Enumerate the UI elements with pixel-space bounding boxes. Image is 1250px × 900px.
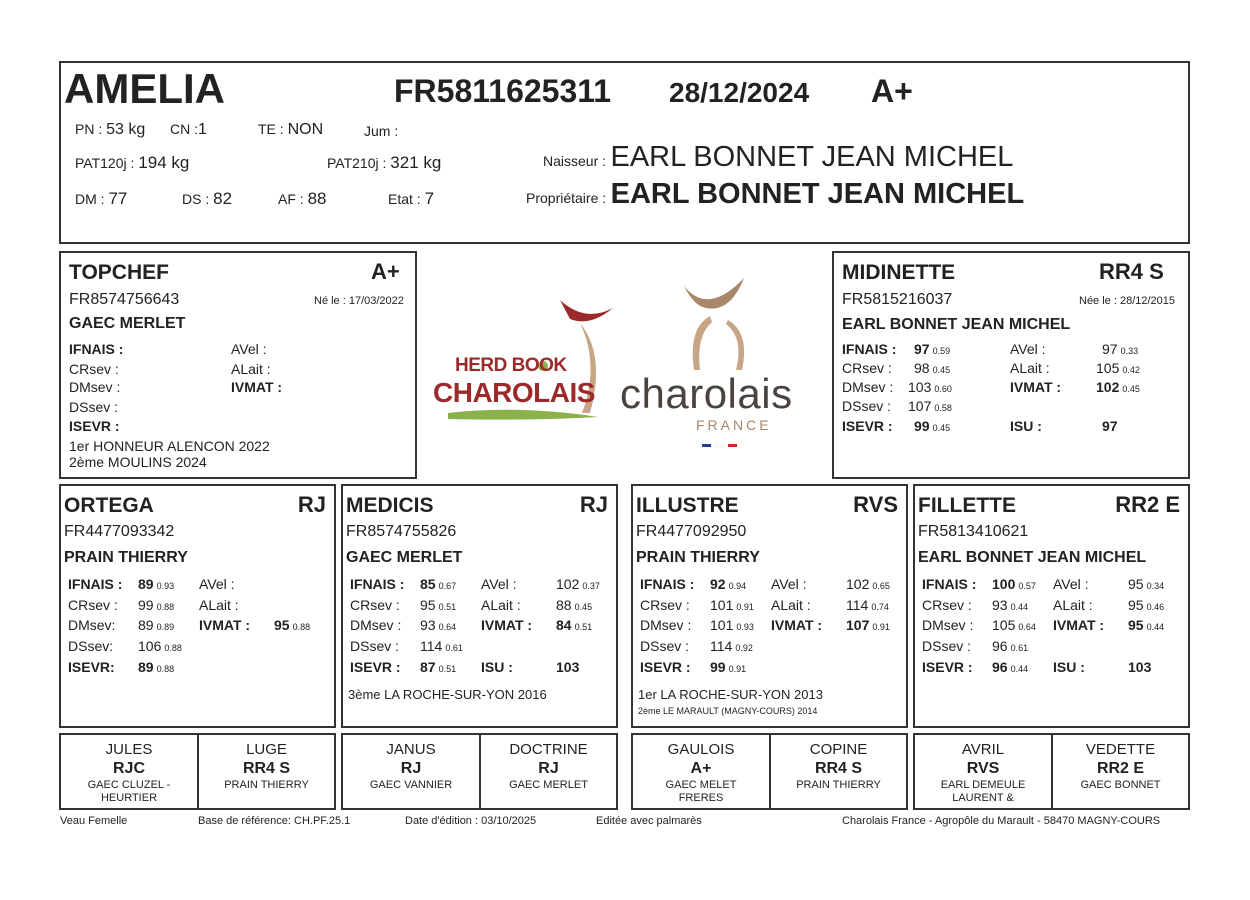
gp-avel-value: 102 <box>846 576 870 592</box>
dam-alait: ALait : 105 0.42 <box>1010 360 1140 376</box>
gp-isu <box>199 659 274 675</box>
gp-ivmat-value: 95 <box>1128 617 1144 633</box>
gp-owner: PRAIN THIERRY <box>636 549 760 566</box>
gp-crsev-label: CRsev : <box>350 597 400 613</box>
grandparent-panel <box>59 484 336 728</box>
gp-owner: GAEC MERLET <box>346 549 463 566</box>
gp-avel <box>481 576 600 592</box>
gp-dmsev-cd: 0.64 <box>1018 622 1036 632</box>
gp-crsev-value: 99 <box>138 597 154 613</box>
gp-ifnais-value: 89 <box>138 576 154 592</box>
gp-palmares-1: 1er LA ROCHE-SUR-YON 2013 <box>638 687 823 702</box>
herdbook-line1: HERD BOOK <box>455 355 567 376</box>
gp-ivmat-value: 95 <box>274 617 290 633</box>
gp-isevr-label: ISEVR: <box>68 659 115 675</box>
dam-isu: ISU : 97 <box>1010 418 1118 434</box>
gp-crsev-label: CRsev : <box>68 597 118 613</box>
gp-isevr-cd: 0.51 <box>438 664 457 674</box>
animal-grade: A+ <box>871 73 913 109</box>
etat-field: Etat : 7 <box>388 189 435 208</box>
gp-avel <box>1053 576 1164 592</box>
ggp-owner-2: HEURTIER <box>100 792 158 804</box>
ggp-owner-1: GAEC BONNET <box>1080 779 1161 791</box>
gp-isu <box>1053 659 1151 675</box>
gp-isu-value: 103 <box>1128 659 1152 675</box>
gp-isu-value: 103 <box>556 659 580 675</box>
great-grandparent-cell <box>61 735 199 808</box>
gp-isevr-value: 96 <box>992 659 1008 675</box>
gp-isevr <box>922 659 1028 675</box>
dm-field: DM : 77 <box>75 189 128 208</box>
gp-avel-label: AVel : <box>199 576 235 592</box>
dam-birth: Née le : 28/12/2015 <box>1079 295 1176 307</box>
sire-id: FR8574756643 <box>69 291 180 308</box>
ggp-owner-1: PRAIN THIERRY <box>796 779 881 791</box>
gp-ivmat <box>481 617 592 633</box>
gp-isevr-label: ISEVR : <box>640 659 691 675</box>
ggp-name: COPINE <box>809 741 868 758</box>
gp-ivmat-label: IVMAT : <box>481 617 533 633</box>
sire-palmares-2: 2ème MOULINS 2024 <box>69 454 207 470</box>
dam-id: FR5815216037 <box>842 291 953 308</box>
gp-ifnais <box>350 576 456 592</box>
ggp-owner-1: GAEC CLUZEL - <box>87 779 171 791</box>
gp-ifnais-value: 85 <box>420 576 436 592</box>
gp-ivmat-value: 107 <box>846 617 870 633</box>
dam-ivmat: IVMAT : 102 0.45 <box>1010 379 1140 395</box>
gp-name: MEDICIS <box>346 494 434 517</box>
gp-ifnais-cd: 0.94 <box>728 581 747 591</box>
gp-crsev-cd: 0.91 <box>736 602 754 612</box>
dam-name: MIDINETTE <box>842 261 956 284</box>
dam-avel: AVel : 97 0.33 <box>1010 341 1139 357</box>
gp-ivmat-label: IVMAT : <box>1053 617 1105 633</box>
herdbook-logo <box>430 295 620 425</box>
gp-ivmat-cd: 0.91 <box>872 622 890 632</box>
gp-dmsev <box>350 617 456 633</box>
ggp-owner-1: EARL DEMEULE <box>940 779 1026 791</box>
gp-ivmat-cd: 0.51 <box>574 622 593 632</box>
gp-alait-value: 95 <box>1128 597 1144 613</box>
ggp-owner-1: GAEC MELET <box>665 779 737 791</box>
gp-isevr <box>640 659 746 675</box>
great-grandparent-pair <box>59 733 336 810</box>
gp-ivmat-label: IVMAT : <box>771 617 823 633</box>
header-panel <box>59 61 1190 244</box>
great-grandparent-cell <box>771 735 906 808</box>
sire-isevr: ISEVR : <box>69 418 120 434</box>
dam-grade: RR4 S <box>1099 259 1164 284</box>
great-grandparent-cell <box>633 735 771 808</box>
gp-crsev-value: 95 <box>420 597 436 613</box>
cn-field: CN :1 <box>170 121 207 138</box>
ggp-owner-2: FRERES <box>678 792 724 804</box>
ggp-owner-1: GAEC VANNIER <box>369 779 453 791</box>
gp-avel-label: AVel : <box>1053 576 1089 592</box>
dam-crsev: CRsev : 98 0.45 <box>842 360 951 376</box>
ggp-owner-1: GAEC MERLET <box>509 779 588 791</box>
ggp-name: AVRIL <box>961 741 1005 758</box>
gp-dssev-cd: 0.92 <box>735 643 753 653</box>
gp-dssev-cd: 0.61 <box>1010 643 1029 653</box>
gp-ifnais <box>922 576 1036 592</box>
sire-name: TOPCHEF <box>69 261 169 284</box>
gp-ifnais <box>68 576 174 592</box>
gp-dmsev-value: 105 <box>992 617 1016 633</box>
gp-avel-cd: 0.65 <box>872 581 890 591</box>
gp-dmsev <box>68 617 174 633</box>
great-grandparent-cell <box>199 735 334 808</box>
great-grandparent-pair <box>341 733 618 810</box>
gp-alait-label: ALait : <box>771 597 811 613</box>
gp-isevr-label: ISEVR : <box>922 659 973 675</box>
proprietaire-field: Propriétaire : EARL BONNET JEAN MICHEL <box>526 178 1025 210</box>
great-grandparent-cell <box>343 735 481 808</box>
gp-crsev-cd: 0.44 <box>1010 602 1029 612</box>
gp-id: FR4477092950 <box>636 523 747 540</box>
ggp-grade: RJ <box>538 760 559 777</box>
gp-dssev-value: 114 <box>710 638 733 654</box>
te-field: TE : NON <box>258 121 324 138</box>
ggp-name: VEDETTE <box>1085 741 1156 758</box>
gp-dmsev-value: 101 <box>710 617 734 633</box>
gp-dssev-label: DSsev : <box>640 638 690 654</box>
gp-dssev-cd: 0.88 <box>164 643 182 653</box>
gp-alait <box>481 597 592 613</box>
sire-panel <box>59 251 417 479</box>
ggp-name: GAULOIS <box>667 741 735 758</box>
gp-grade: RJ <box>579 492 608 517</box>
gp-avel-cd: 0.37 <box>582 581 600 591</box>
dam-owner: EARL BONNET JEAN MICHEL <box>842 316 1071 333</box>
gp-name: ORTEGA <box>64 494 154 517</box>
gp-ifnais-value: 92 <box>710 576 726 592</box>
gp-ifnais-cd: 0.67 <box>438 581 457 591</box>
grandparent-panel <box>913 484 1190 728</box>
gp-avel-cd: 0.34 <box>1146 581 1165 591</box>
gp-palmares-1: 3ème LA ROCHE-SUR-YON 2016 <box>348 687 547 702</box>
gp-ivmat <box>1053 617 1164 633</box>
gp-alait-label: ALait : <box>199 597 239 613</box>
gp-id: FR8574755826 <box>346 523 457 540</box>
gp-avel <box>771 576 890 592</box>
pn-field: PN : 53 kg <box>75 121 146 138</box>
gp-dssev-label: DSsev : <box>350 638 400 654</box>
gp-alait-value: 88 <box>556 597 572 613</box>
charolais-france-logo <box>618 278 823 450</box>
ggp-grade: A+ <box>690 760 712 777</box>
gp-dssev-value: 106 <box>138 638 162 654</box>
sire-avel: AVel : <box>231 341 267 357</box>
sire-ifnais: IFNAIS : <box>69 341 124 357</box>
sire-crsev: CRsev : <box>69 361 119 377</box>
gp-dssev-cd: 0.61 <box>445 643 463 653</box>
gp-isu <box>771 659 846 675</box>
animal-date: 28/12/2024 <box>669 77 810 108</box>
ggp-name: LUGE <box>246 741 287 758</box>
gp-dmsev-value: 93 <box>420 617 436 633</box>
footer-base: Base de référence: CH.PF.25.1 <box>198 815 351 827</box>
great-grandparent-pair <box>913 733 1190 810</box>
gp-alait-cd: 0.45 <box>574 602 593 612</box>
gp-alait <box>771 597 889 613</box>
gp-dmsev-label: DMsev : <box>640 617 692 633</box>
ggp-grade: RR4 S <box>814 760 863 777</box>
gp-alait <box>199 597 277 613</box>
gp-dmsev-cd: 0.93 <box>736 622 754 632</box>
gp-alait-label: ALait : <box>1053 597 1093 613</box>
gp-isevr-cd: 0.88 <box>156 664 175 674</box>
gp-dssev <box>922 638 1028 654</box>
ggp-grade: RVS <box>966 760 1000 777</box>
gp-isevr-cd: 0.44 <box>1010 664 1029 674</box>
ggp-owner-1: PRAIN THIERRY <box>224 779 309 791</box>
footer-address: Charolais France - Agropôle du Marault - 58470 MAGNY-COURS <box>842 815 1161 827</box>
gp-dssev-label: DSsev: <box>68 638 114 654</box>
gp-avel-value: 102 <box>556 576 580 592</box>
great-grandparent-cell <box>915 735 1053 808</box>
gp-isu-label: ISU : <box>481 659 513 675</box>
gp-crsev-label: CRsev : <box>922 597 972 613</box>
gp-ivmat <box>199 617 310 633</box>
sire-grade: A+ <box>371 259 400 284</box>
gp-crsev-label: CRsev : <box>640 597 690 613</box>
ggp-name: DOCTRINE <box>509 741 588 758</box>
footer-palmares: Editée avec palmarès <box>596 815 702 827</box>
gp-owner: EARL BONNET JEAN MICHEL <box>918 549 1147 566</box>
sire-owner: GAEC MERLET <box>69 315 186 332</box>
gp-dssev-label: DSsev : <box>922 638 972 654</box>
cf-word: charolais <box>620 370 793 417</box>
gp-dmsev-label: DMsev : <box>922 617 974 633</box>
gp-dssev <box>68 638 182 654</box>
footer-edition: Date d'édition : 03/10/2025 <box>405 815 537 827</box>
pat120-field: PAT120j : 194 kg <box>75 153 190 172</box>
ggp-grade: RR4 S <box>242 760 291 777</box>
gp-alait-label: ALait : <box>481 597 521 613</box>
gp-isevr-label: ISEVR : <box>350 659 401 675</box>
gp-avel-label: AVel : <box>481 576 517 592</box>
sire-birth: Né le : 17/03/2022 <box>314 295 404 307</box>
ds-field: DS : 82 <box>182 189 233 208</box>
gp-name: FILLETTE <box>918 494 1016 517</box>
grandparent-panel <box>341 484 618 728</box>
dam-ifnais: IFNAIS : 97 0.59 <box>842 341 951 357</box>
sire-alait: ALait : <box>231 361 271 377</box>
gp-dssev <box>640 638 753 654</box>
gp-dmsev-cd: 0.64 <box>438 622 457 632</box>
gp-crsev-cd: 0.88 <box>156 602 175 612</box>
sire-palmares-1: 1er HONNEUR ALENCON 2022 <box>69 438 270 454</box>
gp-ifnais-cd: 0.57 <box>1018 581 1036 591</box>
gp-ifnais-value: 100 <box>992 576 1016 592</box>
gp-id: FR4477093342 <box>64 523 175 540</box>
gp-grade: RJ <box>297 492 326 517</box>
grandparent-panel <box>631 484 908 728</box>
gp-crsev <box>68 597 174 613</box>
gp-dssev-value: 96 <box>992 638 1008 654</box>
jum-field: Jum : <box>364 123 399 139</box>
gp-ivmat <box>771 617 890 633</box>
gp-crsev-value: 101 <box>710 597 734 613</box>
animal-id: FR5811625311 <box>394 73 612 109</box>
gp-owner: PRAIN THIERRY <box>64 549 188 566</box>
sire-dssev: DSsev : <box>69 399 119 415</box>
gp-ifnais <box>640 576 746 592</box>
gp-alait-cd: 0.74 <box>871 602 889 612</box>
gp-crsev <box>640 597 754 613</box>
gp-dmsev-cd: 0.89 <box>156 622 175 632</box>
great-grandparent-pair <box>631 733 908 810</box>
gp-dmsev <box>922 617 1036 633</box>
ggp-name: JULES <box>105 741 153 758</box>
gp-crsev-value: 93 <box>992 597 1008 613</box>
ggp-owner-2: LAURENT & <box>952 792 1014 804</box>
ggp-grade: RJ <box>400 760 422 777</box>
great-grandparent-cell <box>1053 735 1188 808</box>
gp-avel-value: 95 <box>1128 576 1144 592</box>
gp-ifnais-label: IFNAIS : <box>640 576 695 592</box>
gp-dmsev <box>640 617 754 633</box>
ggp-grade: RJC <box>112 760 145 777</box>
gp-isu-label: ISU : <box>1053 659 1085 675</box>
animal-name: AMELIA <box>64 65 225 112</box>
gp-isevr <box>350 659 456 675</box>
dam-dmsev: DMsev : 103 0.60 <box>842 379 952 395</box>
ggp-name: JANUS <box>386 741 436 758</box>
gp-dssev-value: 114 <box>420 638 443 654</box>
gp-crsev-cd: 0.51 <box>438 602 457 612</box>
gp-dmsev-value: 89 <box>138 617 154 633</box>
gp-avel <box>199 576 277 592</box>
dam-isevr: ISEVR : 99 0.45 <box>842 418 951 434</box>
gp-ivmat-cd: 0.88 <box>292 622 311 632</box>
dam-dssev: DSsev : 107 0.58 <box>842 398 952 414</box>
gp-grade: RVS <box>853 492 898 517</box>
gp-ifnais-label: IFNAIS : <box>68 576 123 592</box>
gp-isevr-value: 89 <box>138 659 154 675</box>
gp-id: FR5813410621 <box>918 523 1029 540</box>
gp-ifnais-label: IFNAIS : <box>922 576 977 592</box>
cf-country: FRANCE <box>696 417 772 433</box>
gp-ivmat-label: IVMAT : <box>199 617 251 633</box>
gp-alait <box>1053 597 1164 613</box>
gp-crsev <box>922 597 1028 613</box>
gp-ifnais-label: IFNAIS : <box>350 576 405 592</box>
gp-grade: RR2 E <box>1115 492 1180 517</box>
gp-crsev <box>350 597 456 613</box>
gp-alait-value: 114 <box>846 597 869 613</box>
gp-palmares-2: 2ème LE MARAULT (MAGNY-COURS) 2014 <box>638 706 818 716</box>
gp-dmsev-label: DMsev: <box>68 617 116 633</box>
gp-alait-cd: 0.46 <box>1146 602 1165 612</box>
herdbook-line2: CHAROLAIS <box>433 377 595 408</box>
gp-isevr-value: 87 <box>420 659 436 675</box>
gp-isevr <box>68 659 174 675</box>
gp-avel-label: AVel : <box>771 576 807 592</box>
footer-sex: Veau Femelle <box>60 815 128 827</box>
pat210-field: PAT210j : 321 kg <box>327 153 442 172</box>
sire-dmsev: DMsev : <box>69 379 121 395</box>
gp-isu <box>481 659 579 675</box>
gp-ivmat-value: 84 <box>556 617 572 633</box>
sire-ivmat: IVMAT : <box>231 379 283 395</box>
gp-ivmat-cd: 0.44 <box>1146 622 1165 632</box>
gp-dmsev-label: DMsev : <box>350 617 402 633</box>
dam-panel <box>832 251 1190 479</box>
gp-dssev <box>350 638 463 654</box>
gp-isevr-cd: 0.91 <box>728 664 747 674</box>
gp-name: ILLUSTRE <box>636 494 739 517</box>
gp-ifnais-cd: 0.93 <box>156 581 175 591</box>
af-field: AF : 88 <box>278 189 327 208</box>
naisseur-field: Naisseur : EARL BONNET JEAN MICHEL <box>543 141 1014 173</box>
great-grandparent-cell <box>481 735 616 808</box>
ggp-grade: RR2 E <box>1096 760 1145 777</box>
gp-isevr-value: 99 <box>710 659 726 675</box>
